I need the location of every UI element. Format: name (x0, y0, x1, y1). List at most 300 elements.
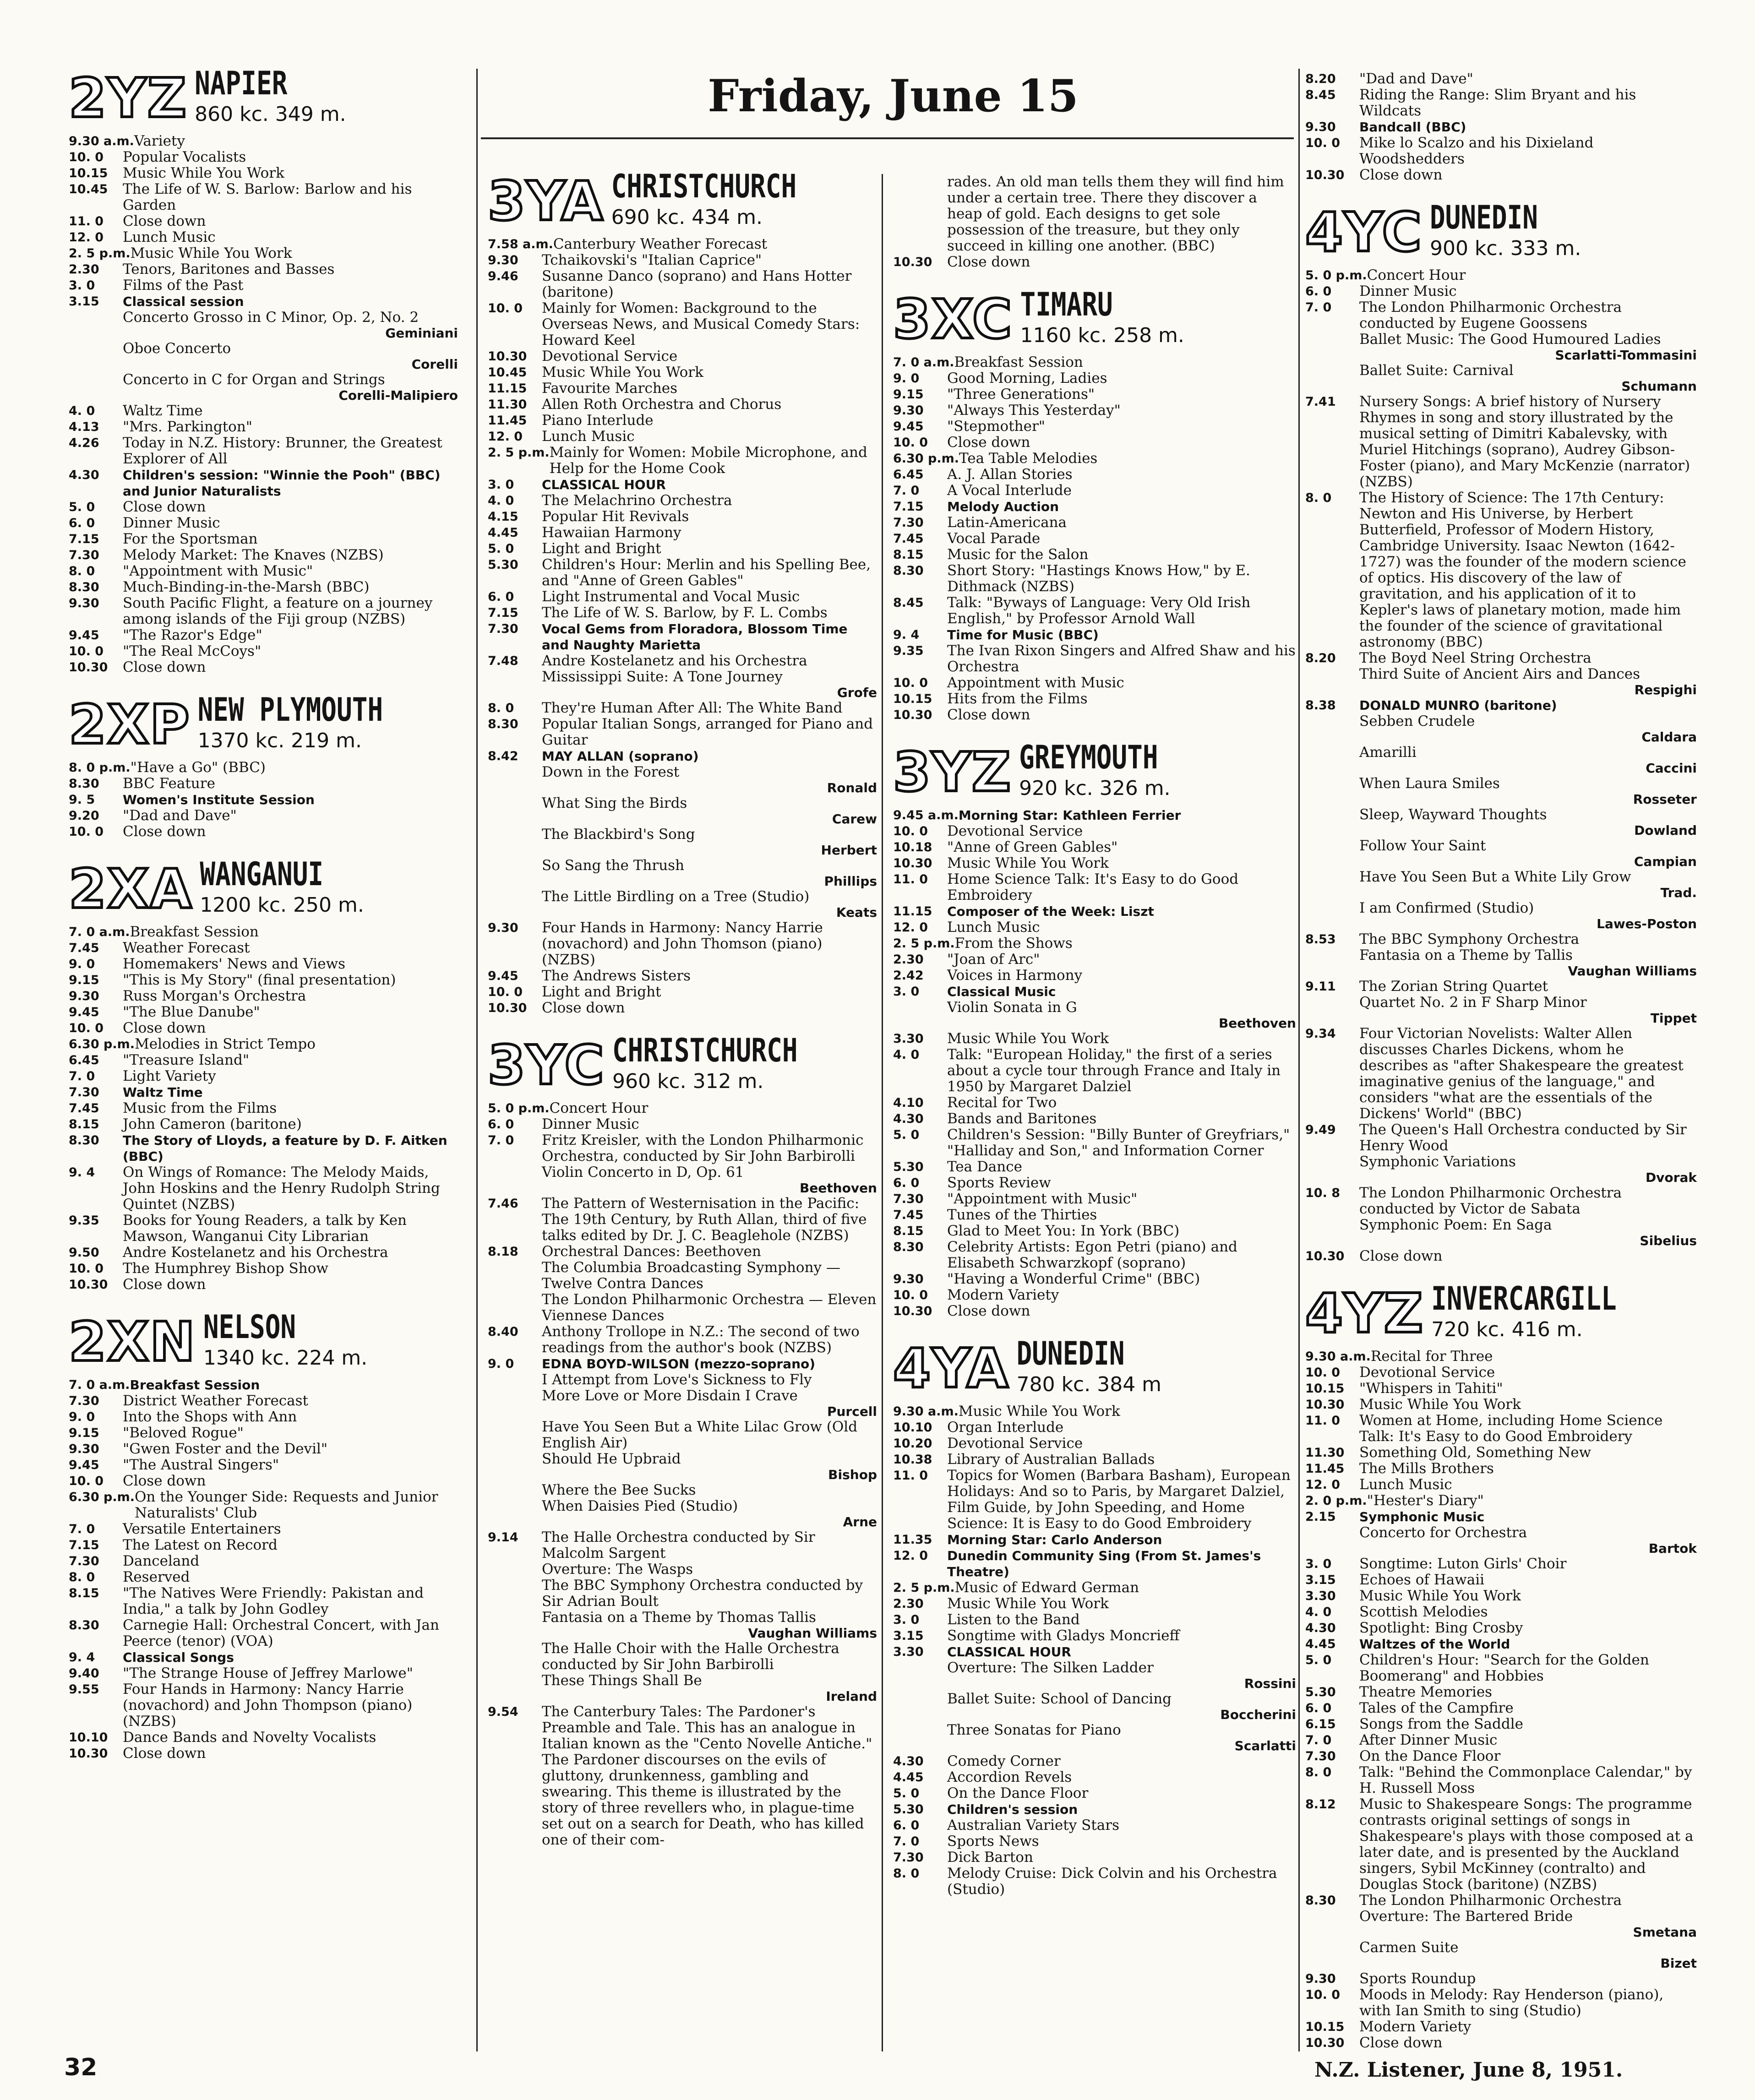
station-callsign: 2XA (69, 857, 193, 920)
programme-detail: So Sang the Thrush (542, 857, 685, 874)
programme-entry (1305, 1636, 1697, 1652)
programme-time: 8.20 (1305, 651, 1336, 665)
programme-title: Morning Star: Carlo Anderson (947, 1532, 1162, 1547)
programme-entry (893, 1271, 1296, 1287)
programme-entry (69, 579, 458, 595)
programme-entry (893, 1111, 1296, 1127)
programme-entry (488, 1000, 877, 1016)
programme-title: Dinner Music (1359, 283, 1457, 299)
programme-entry (69, 1681, 458, 1730)
programme-title: Concert Hour (549, 1100, 649, 1116)
programme-entry (1305, 1556, 1697, 1572)
programme-title: DONALD MUNRO (baritone) (1359, 698, 1557, 713)
programme-title: Songtime: Luton Girls' Choir (1359, 1556, 1567, 1572)
programme-time: 5. 0 (488, 542, 514, 556)
programme-time: 10. 0 (69, 1021, 104, 1035)
programme-detail: Down in the Forest (542, 764, 680, 780)
programme-detail: Fantasia on a Theme by Tallis (1359, 947, 1573, 963)
programme-entry (69, 1036, 458, 1052)
programme-title: Allen Roth Orchestra and Chorus (542, 396, 782, 413)
programme-title: Mike lo Scalzo and his Dixieland Woodshedders (1359, 135, 1594, 167)
station-callsign: 2XN (69, 1310, 196, 1373)
programme-entry (488, 1529, 877, 1561)
programme-detail: These Things Shall Be (542, 1672, 702, 1689)
programme-title: Theatre Memories (1359, 1684, 1493, 1700)
programme-title: Popular Vocalists (123, 149, 246, 165)
station-callsign: 2XP (69, 693, 191, 756)
programme-title: Lunch Music (123, 229, 216, 245)
programme-entry (1305, 283, 1697, 299)
programme-title: Mainly for Women: Background to the Overseas News, and Musical Comedy Stars: Howard Keel (542, 300, 860, 348)
programme-entry (69, 261, 458, 277)
programme-entry (893, 370, 1296, 386)
programme-title: "The Strange House of Jeffrey Marlowe" (123, 1665, 413, 1681)
programme-title: Light Instrumental and Vocal Music (542, 588, 800, 605)
programme-detail: Quartet No. 2 in F Sharp Minor (1359, 994, 1587, 1011)
programme-time: 6. 0 (1305, 1701, 1332, 1715)
programme-time: 8.30 (893, 1240, 924, 1254)
programme-title: Popular Italian Songs, arranged for Piano and Guitar (542, 716, 873, 748)
programme-time: 9.30 (893, 1272, 924, 1286)
programme-entry (893, 1207, 1296, 1223)
programme-time: 7.45 (69, 941, 99, 955)
programme-title: Music to Shakespeare Songs: The programme contrasts original settings of songs in Shakespeare's plays with those composed at a later date, and is presented by the Auckland singers, Sybil McKinney (contralto) and Douglas Stock (baritone) (NZBS) (1359, 1796, 1694, 1893)
programme-detail: More Love or More Disdain I Crave (542, 1387, 798, 1404)
station-frequency: 900 kc. 333 m. (1429, 236, 1581, 260)
programme-time: 10. 0 (893, 1288, 928, 1302)
programme-time: 4.26 (69, 436, 99, 450)
programme-title: Vocal Gems from Floradora, Blossom Time and Naughty Marietta (542, 621, 848, 653)
station-frequency: 860 kc. 349 m. (195, 102, 346, 126)
programme-time: 10.10 (893, 1420, 932, 1435)
programme-title: Dinner Music (123, 515, 220, 531)
programme-title: Women's Institute Session (123, 792, 315, 807)
programme-time: 5.30 (1305, 1685, 1336, 1699)
programme-title: Favourite Marches (542, 380, 678, 397)
programme-time: 11.45 (488, 413, 527, 428)
programme-entry (893, 952, 1296, 968)
programme-title: Devotional Service (947, 823, 1083, 839)
programme-time: 10.15 (1305, 2020, 1345, 2034)
programme-time: 7.30 (488, 622, 518, 636)
composer-credit: Tippet (1650, 1011, 1697, 1026)
programme-entry (893, 627, 1296, 643)
programme-title: Piano Interlude (542, 412, 654, 429)
programme-entry (893, 1239, 1296, 1271)
programme-time: 7.45 (893, 532, 924, 546)
programme-entry (893, 483, 1296, 499)
programme-entry (893, 936, 1296, 952)
programme-title: Music While You Work (542, 364, 703, 381)
composer-credit: Bizet (1660, 1956, 1697, 1971)
programme-time: 4. 0 (69, 404, 95, 418)
programme-title: Music from the Films (123, 1100, 277, 1116)
programme-title: Modern Variety (1359, 2018, 1472, 2035)
programme-time: 7. 0 (69, 1069, 95, 1083)
station-frequency: 720 kc. 416 m. (1431, 1317, 1583, 1341)
programme-title: Songtime with Gladys Moncrieff (947, 1627, 1180, 1644)
programme-time: 9. 0 (69, 1410, 95, 1424)
programme-entry (69, 277, 458, 294)
composer-credit: Vaughan Williams (1568, 963, 1697, 979)
programme-time: 5.30 (488, 558, 518, 572)
programme-time: 12. 0 (69, 230, 104, 245)
programme-entry (69, 1521, 458, 1537)
programme-title: On the Dance Floor (1359, 1748, 1501, 1764)
programme-time: 10. 0 (488, 985, 523, 999)
programme-entry (893, 823, 1296, 839)
programme-title: Reserved (123, 1569, 190, 1585)
programme-title: Nursery Songs: A brief history of Nursery Rhymes in song and story illustrated by the musical setting of Dimitri Kabalevsky, with Muriel Hitchings (soprano), Audrey Gibson-Foster (piano), and Mary McKenzie (narrator) (NZBS) (1359, 393, 1690, 490)
programme-time: 9.15 (69, 973, 99, 987)
programme-title: Tea Dance (947, 1159, 1022, 1175)
programme-title: Fritz Kreisler, with the London Philharmonic Orchestra, conducted by Sir John Barbirolli (542, 1132, 864, 1164)
programme-time: 7.30 (69, 548, 99, 562)
programme-title: "Whispers in Tahiti" (1359, 1380, 1503, 1397)
programme-entry (69, 824, 458, 840)
programme-detail: I am Confirmed (Studio) (1359, 900, 1534, 916)
programme-entry (893, 499, 1296, 515)
programme-time: 5. 0 (893, 1786, 920, 1801)
programme-entry (1305, 2019, 1697, 2035)
programme-detail: When Laura Smiles (1359, 775, 1500, 792)
programme-title: Close down (123, 1276, 206, 1293)
programme-title: Celebrity Artists: Egon Petri (piano) and Elisabeth Schwarzkopf (soprano) (947, 1239, 1237, 1271)
programme-title: Sports Roundup (1359, 1970, 1476, 1987)
programme-entry (69, 808, 458, 824)
programme-title: Hawaiian Harmony (542, 524, 681, 541)
programme-title: For the Sportsman (123, 531, 258, 547)
programme-time: 8.30 (69, 777, 99, 791)
programme-entry (69, 563, 458, 579)
programme-entry (488, 589, 877, 605)
programme-time: 4.30 (1305, 1621, 1336, 1635)
programme-title: The Life of W. S. Barlow: Barlow and his Garden (123, 181, 412, 213)
programme-time: 10. 0 (69, 644, 104, 658)
programme-time: 3.30 (1305, 1589, 1336, 1603)
programme-time: 10.38 (893, 1453, 932, 1467)
programme-time: 9.15 (69, 1426, 99, 1440)
programme-time: 6. 0 (893, 1818, 920, 1833)
programme-entry (69, 229, 458, 245)
station-block (1305, 199, 1697, 1264)
programme-time: 9. 0 (893, 371, 920, 386)
programme-time: 11.45 (1305, 1462, 1345, 1476)
programme-time: 6.45 (69, 1053, 99, 1067)
programme-title: Andre Kostelanetz and his Orchestra (123, 1244, 388, 1261)
station-city: NELSON (203, 1309, 296, 1346)
station-block (1305, 71, 1697, 183)
programme-title: District Weather Forecast (123, 1393, 308, 1409)
programme-entry (488, 413, 877, 429)
programme-time: 10. 8 (1305, 1186, 1341, 1200)
station-frequency: 1200 kc. 250 m. (200, 893, 364, 917)
programme-entry (893, 1303, 1296, 1319)
programme-entry (1305, 1026, 1697, 1122)
programme-time: 11.30 (1305, 1446, 1345, 1460)
programme-title: Composer of the Week: Liszt (947, 904, 1154, 919)
programme-entry (69, 1409, 458, 1425)
programme-time: 3. 0 (893, 1613, 920, 1627)
programme-title: "Dad and Dave" (1359, 71, 1473, 87)
composer-credit: Geminiani (385, 326, 458, 341)
programme-time: 3. 0 (1305, 1557, 1332, 1571)
programme-title: Women at Home, including Home Science Talk: It's Easy to do Good Embroidery (1359, 1412, 1663, 1445)
programme-entry (69, 403, 458, 419)
programme-time: 7.45 (893, 1208, 924, 1222)
station-city: NEW PLYMOUTH (197, 691, 383, 729)
programme-time: 3.15 (893, 1629, 924, 1643)
programme-entry (488, 1100, 877, 1116)
programme-time: 8.42 (488, 749, 518, 763)
composer-credit: Lawes-Poston (1597, 916, 1697, 931)
programme-entry (69, 1052, 458, 1068)
programme-time: 2.30 (69, 262, 99, 277)
programme-entry (69, 1084, 458, 1100)
programme-time: 2. 5 p.m. (69, 246, 131, 261)
programme-entry (69, 1213, 458, 1245)
programme-title: Children's Session: "Billy Bunter of Greyfriars," "Halliday and Son," and Information Corner (947, 1126, 1290, 1159)
programme-detail: rades. An old man tells them they will find him under a certain tree. There they discover a heap of gold. Each designs to get sole possession of the treasure, but they only succeed in killing one another. (BBC) (947, 174, 1284, 254)
programme-time: 4.45 (893, 1770, 924, 1784)
programme-time: 9.45 (69, 1005, 99, 1019)
programme-time: 9.45 (893, 419, 924, 434)
composer-credit: Ronald (827, 780, 877, 795)
programme-time: 8.30 (69, 1618, 99, 1632)
programme-detail: Overture: The Silken Ladder (947, 1659, 1154, 1676)
programme-entry (893, 1817, 1296, 1833)
programme-entry (893, 1628, 1296, 1644)
programme-time: 8. 0 (1305, 1765, 1332, 1779)
programme-entry (893, 451, 1296, 467)
programme-time: 7.30 (893, 516, 924, 530)
programme-title: "Having a Wonderful Crime" (BBC) (947, 1271, 1200, 1287)
programme-title: "The Real McCoys" (123, 643, 262, 659)
programme-detail: Third Suite of Ancient Airs and Dances (1359, 666, 1641, 682)
programme-time: 8.12 (1305, 1797, 1336, 1812)
programme-entry (893, 254, 1296, 270)
programme-entry (488, 557, 877, 589)
programme-time: 4. 0 (488, 494, 514, 508)
programme-time: 10. 0 (1305, 1366, 1341, 1380)
programme-time: 5.30 (893, 1802, 924, 1817)
programme-detail: I Attempt from Love's Sickness to Fly (542, 1371, 812, 1388)
programme-entry (69, 1277, 458, 1293)
programme-title: Mainly for Women: Mobile Microphone, and Help for the Home Cook (549, 444, 867, 477)
programme-detail: The Blackbird's Song (542, 826, 695, 843)
composer-credit: Phillips (824, 874, 877, 889)
programme-entry (69, 1245, 458, 1261)
programme-time: 12. 0 (893, 1549, 928, 1563)
programme-entry (69, 1393, 458, 1409)
composer-credit: Grofe (837, 685, 877, 700)
programme-time: 9.20 (69, 809, 99, 823)
programme-time: 11.35 (893, 1533, 932, 1547)
programme-time: 10.45 (69, 182, 108, 196)
programme-entry (893, 707, 1296, 723)
programme-title: Children's Hour: Merlin and his Spelling Bee, and "Anne of Green Gables" (542, 556, 871, 589)
programme-entry (69, 792, 458, 808)
programme-time: 9.30 (488, 921, 518, 935)
programme-time: 10. 0 (69, 1474, 104, 1488)
programme-time: 10. 0 (1305, 136, 1341, 150)
programme-entry (488, 445, 877, 477)
programme-time: 9.45 (69, 1458, 99, 1472)
programme-detail: Should He Upbraid (542, 1451, 681, 1467)
programme-time: 2. 0 p.m. (1305, 1494, 1367, 1508)
programme-detail: The London Philharmonic Orchestra — Eleven Viennese Dances (542, 1291, 877, 1324)
programme-title: Close down (123, 1473, 206, 1489)
programme-entry (1305, 119, 1697, 135)
programme-title: Lunch Music (1359, 1476, 1452, 1493)
programme-entry (893, 1833, 1296, 1850)
programme-time: 9. 4 (69, 1650, 95, 1665)
programme-time: 9.46 (488, 269, 518, 283)
programme-title: MAY ALLAN (soprano) (542, 749, 699, 764)
programme-time: 12. 0 (488, 430, 523, 444)
programme-time: 10.30 (69, 660, 108, 675)
programme-entry (69, 1746, 458, 1762)
programme-entry (488, 984, 877, 1000)
programme-entry (893, 1580, 1296, 1596)
programme-title: Tales of the Campfire (1359, 1700, 1514, 1716)
programme-entry (69, 531, 458, 547)
programme-entry (893, 1612, 1296, 1628)
programme-title: John Cameron (baritone) (123, 1116, 302, 1132)
programme-entry (893, 1785, 1296, 1801)
programme-time: 2.42 (893, 968, 924, 983)
programme-entry (488, 381, 877, 397)
station-callsign: 3YA (488, 169, 604, 233)
programme-entry (69, 972, 458, 988)
programme-detail: Have You Seen But a White Lily Grow (1359, 869, 1631, 885)
programme-time: 7.30 (69, 1554, 99, 1568)
programme-entry (1305, 1652, 1697, 1684)
composer-credit: Scarlatti (1234, 1738, 1296, 1753)
programme-detail: Ballet Suite: Carnival (1359, 362, 1514, 379)
programme-detail: What Sing the Birds (542, 795, 687, 811)
programme-title: Moods in Melody: Ray Henderson (piano), with Ian Smith to sing (Studio) (1359, 1986, 1664, 2019)
programme-title: "Gwen Foster and the Devil" (123, 1441, 328, 1457)
programme-time: 8. 0 (69, 564, 95, 578)
programme-time: 6. 0 (488, 1117, 514, 1132)
programme-title: Films of the Past (123, 277, 244, 294)
programme-entry (893, 855, 1296, 871)
programme-time: 9. 4 (69, 1165, 95, 1180)
station-block (893, 1335, 1296, 1898)
programme-title: The BBC Symphony Orchestra (1359, 931, 1580, 947)
programme-entry (1305, 1381, 1697, 1397)
programme-time: 10. 0 (488, 301, 523, 316)
programme-time: 9.30 (1305, 120, 1336, 134)
programme-time: 7. 0 a.m. (69, 1378, 130, 1392)
composer-credit: Arne (843, 1514, 877, 1529)
programme-entry (893, 1548, 1296, 1580)
station-callsign: 3YZ (893, 740, 1012, 804)
programme-title: Music While You Work (1359, 1588, 1521, 1604)
composer-credit: Smetana (1633, 1925, 1697, 1940)
programme-title: BBC Feature (123, 775, 215, 792)
composer-credit: Sibelius (1640, 1233, 1697, 1248)
programme-detail: Ballet Suite: School of Dancing (947, 1691, 1172, 1707)
programme-entry (893, 1175, 1296, 1191)
programme-time: 8.30 (893, 564, 924, 578)
programme-title: Echoes of Hawaii (1359, 1572, 1485, 1588)
programme-time: 10.30 (1305, 168, 1345, 182)
programme-detail: The BBC Symphony Orchestra conducted by Sir Adrian Boult (542, 1577, 863, 1610)
programme-title: Music While You Work (947, 1595, 1109, 1612)
programme-title: Classical Music (947, 984, 1056, 999)
programme-title: Concert Hour (1367, 267, 1466, 283)
programme-title: "Appointment with Music" (947, 1191, 1138, 1207)
programme-entry (1305, 1185, 1697, 1217)
programme-entry (1305, 135, 1697, 167)
programme-title: The Life of W. S. Barlow, by F. L. Combs (542, 604, 828, 621)
programme-entry (69, 1116, 458, 1132)
programme-time: 7. 0 (488, 1133, 514, 1148)
programme-time: 9. 0 (69, 957, 95, 971)
programme-time: 10. 0 (893, 435, 928, 450)
programme-entry (69, 940, 458, 956)
programme-time: 8.20 (1305, 72, 1336, 86)
programme-title: "Joan of Arc" (947, 951, 1040, 968)
programme-entry (893, 968, 1296, 984)
station-city: TIMARU (1020, 286, 1113, 324)
programme-time: 4.30 (893, 1112, 924, 1126)
programme-title: Classical Songs (123, 1650, 234, 1665)
station-frequency: 780 kc. 384 m (1016, 1372, 1162, 1396)
programme-time: 7.45 (69, 1101, 99, 1115)
programme-entry (488, 716, 877, 748)
programme-entry (893, 1452, 1296, 1468)
programme-time: 10. 0 (69, 150, 104, 164)
programme-time: 9.55 (69, 1682, 99, 1697)
programme-entry (1305, 71, 1697, 87)
programme-time: 8.40 (488, 1325, 518, 1339)
programme-entry (69, 1617, 458, 1649)
programme-detail: Sebben Crudele (1359, 713, 1475, 729)
programme-entry (893, 1223, 1296, 1239)
programme-time: 7.15 (893, 500, 924, 514)
composer-credit: Caldara (1641, 729, 1697, 745)
programme-entry (69, 547, 458, 563)
programme-title: Vocal Parade (947, 530, 1041, 547)
programme-time: 6.30 p.m. (893, 452, 959, 466)
programme-entry (893, 839, 1296, 855)
programme-entry (893, 419, 1296, 435)
programme-title: Close down (123, 1745, 206, 1762)
programme-detail: Violin Concerto in D, Op. 61 (542, 1164, 744, 1181)
programme-title: Susanne Danco (soprano) and Hans Hotter (baritone) (542, 268, 852, 300)
composer-credit: Caccini (1646, 761, 1697, 776)
programme-time: 3.30 (893, 1645, 924, 1659)
station-header (893, 286, 1296, 351)
programme-entry (69, 1100, 458, 1116)
programme-entry (488, 1196, 877, 1244)
programme-time: 2.30 (893, 1597, 924, 1611)
programme-time: 2.30 (893, 952, 924, 967)
programme-entry (69, 988, 458, 1004)
programme-title: Lunch Music (947, 919, 1040, 936)
programme-title: The Mills Brothers (1359, 1460, 1494, 1477)
programme-title: "The Blue Danube" (123, 1004, 260, 1020)
programme-detail: Concerto in C for Organ and Strings (123, 371, 385, 388)
programme-detail: Overture: The Wasps (542, 1561, 693, 1578)
composer-credit: Respighi (1634, 682, 1697, 697)
programme-time: 8.15 (893, 548, 924, 562)
programme-time: 3.15 (1305, 1573, 1336, 1587)
composer-credit: Carew (832, 811, 877, 827)
